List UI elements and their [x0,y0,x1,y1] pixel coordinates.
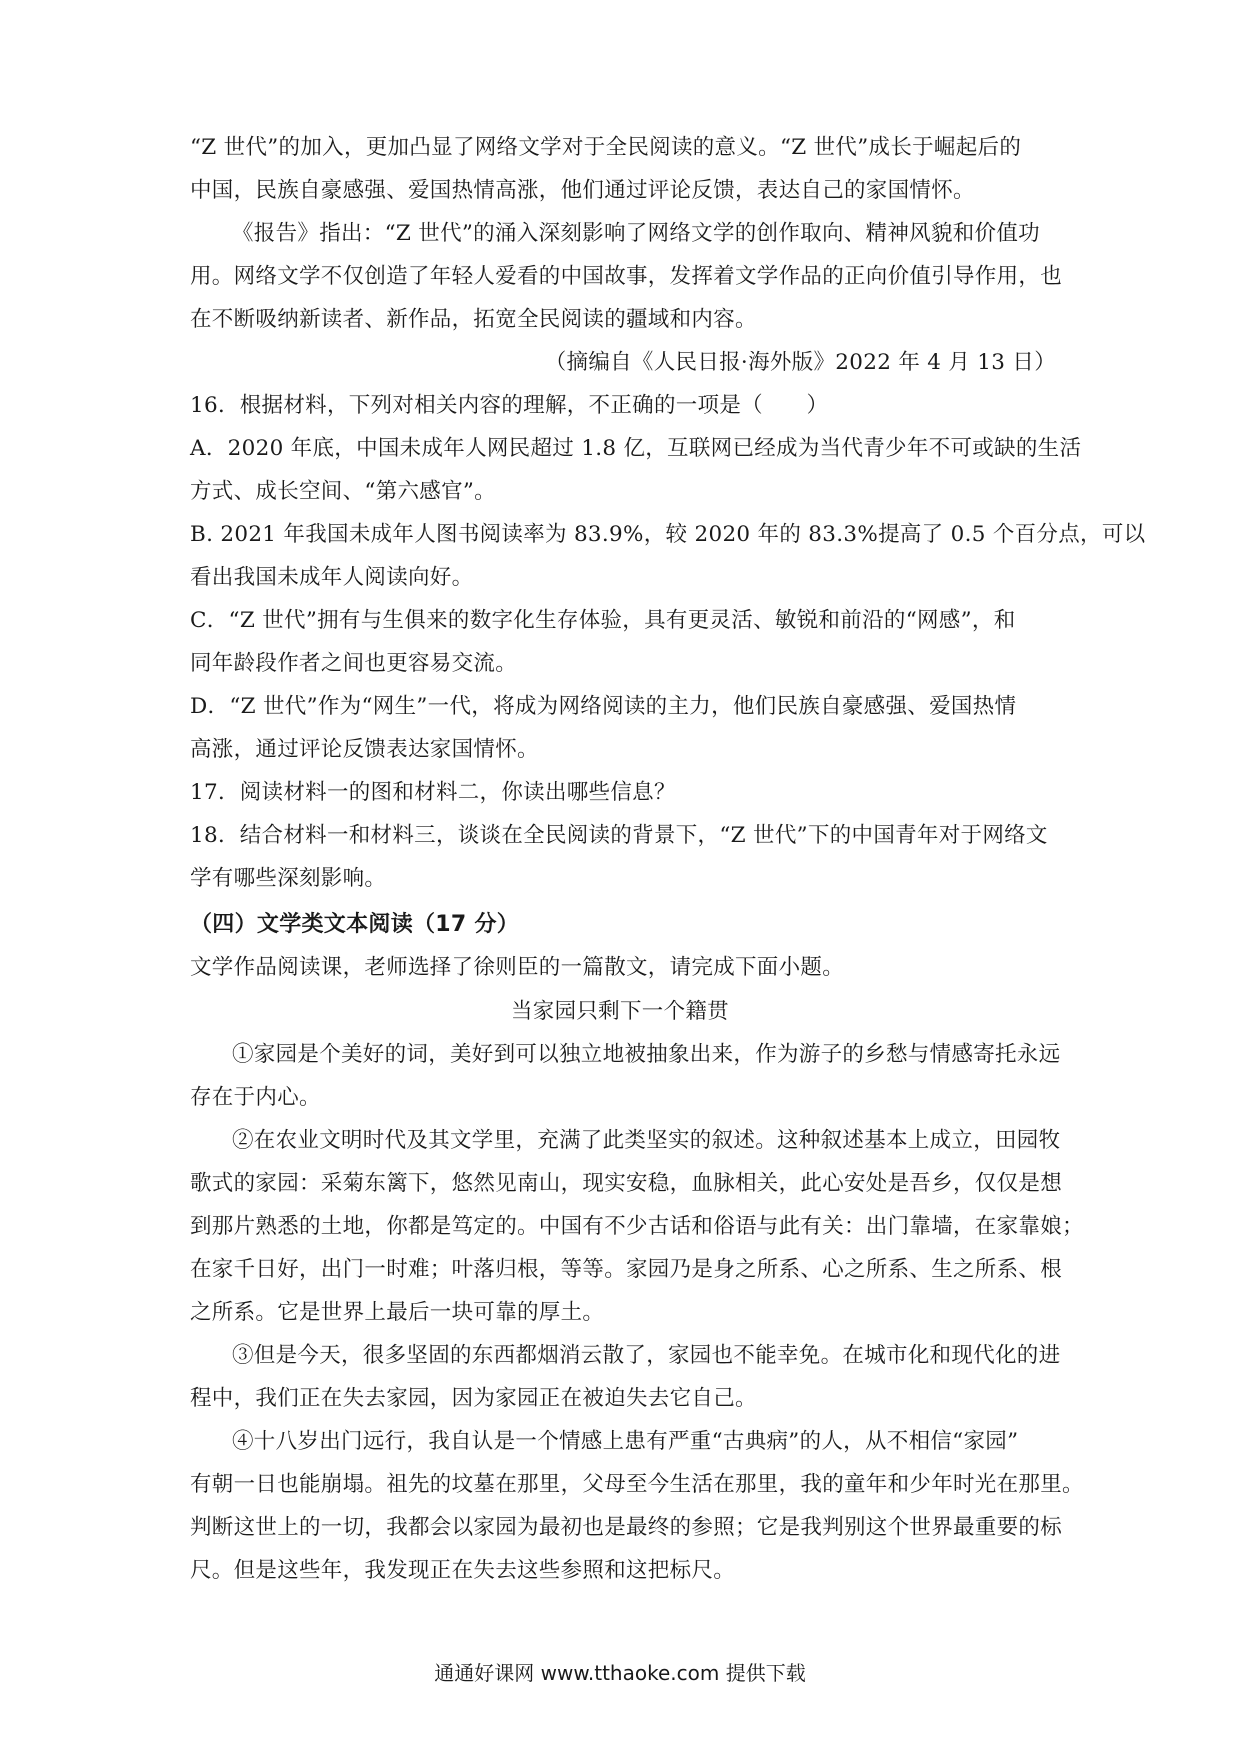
essay-line: 有朝一日也能崩塌。祖先的坟墓在那里，父母至今生活在那里，我的童年和少年时光在那里。 [190,1472,1084,1497]
section-intro: 文学作品阅读课，老师选择了徐则臣的一篇散文，请完成下面小题。 [190,955,845,980]
essay-title: 当家园只剩下一个籍贯 [510,999,729,1024]
paragraph-line: 《报告》指出：“Z 世代”的涌入深刻影响了网络文学的创作取向、精神风貌和价值功 [232,221,1040,246]
essay-line: 程中，我们正在失去家园，因为家园正在被迫失去它自己。 [190,1386,757,1411]
essay-line: ④十八岁出门远行，我自认是一个情感上患有严重“古典病”的人，从不相信“家园” [232,1429,1019,1454]
essay-line: 歌式的家园：采菊东篱下，悠然见南山，现实安稳，血脉相关，此心安处是吾乡，仅仅是想 [190,1171,1063,1196]
page-footer: 通通好课网 www.tthaoke.com 提供下载 [434,1661,806,1685]
question-18-line: 学有哪些深刻影响。 [190,866,387,891]
option-a-line: 方式、成长空间、“第六感官”。 [190,479,496,504]
essay-line: 判断这世上的一切，我都会以家园为最初也是最终的参照；它是我判别这个世界最重要的标 [190,1515,1063,1540]
essay-line: ②在农业文明时代及其文学里，充满了此类坚实的叙述。这种叙述基本上成立，田园牧 [232,1128,1061,1153]
paragraph-line: 中国，民族自豪感强、爱国热情高涨，他们通过评论反馈，表达自己的家国情怀。 [190,178,975,203]
question-17: 17．阅读材料一的图和材料二，你读出哪些信息？ [190,780,676,805]
essay-line: 在家千日好，出门一时难；叶落归根，等等。家园乃是身之所系、心之所系、生之所系、根 [190,1257,1063,1282]
essay-line: ③但是今天，很多坚固的东西都烟消云散了，家园也不能幸免。在城市化和现代化的进 [232,1343,1061,1368]
question-16: 16．根据材料，下列对相关内容的理解，不正确的一项是（ ） [190,393,829,418]
option-b-line: B. 2021 年我国未成年人图书阅读率为 83.9%，较 2020 年的 83.3%提高了 0.5 个百分点，可以 [190,522,1146,547]
option-a-line: A．2020 年底，中国未成年人网民超过 1.8 亿，互联网已经成为当代青少年不可或缺的生活 [190,436,1082,461]
essay-line: 之所系。它是世界上最后一块可靠的厚土。 [190,1300,605,1325]
option-b-line: 看出我国未成年人阅读向好。 [190,565,474,590]
paragraph-line: “Z 世代”的加入，更加凸显了网络文学对于全民阅读的意义。“Z 世代”成长于崛起后的 [190,135,1022,160]
question-18-line: 18．结合材料一和材料三，谈谈在全民阅读的背景下，“Z 世代”下的中国青年对于网络文 [190,823,1048,848]
option-d-line: 高涨，通过评论反馈表达家国情怀。 [190,737,539,762]
essay-line: 尺。但是这些年，我发现正在失去这些参照和这把标尺。 [190,1558,736,1583]
essay-line: 到那片熟悉的土地，你都是笃定的。中国有不少古话和俗语与此有关：出门靠墙，在家靠娘； [190,1214,1084,1239]
option-d-line: D．“Z 世代”作为“网生”一代，将成为网络阅读的主力，他们民族自豪感强、爱国热情 [190,694,1017,719]
paragraph-line: 用。网络文学不仅创造了年轻人爱看的中国故事，发挥着文学作品的正向价值引导作用，也 [190,264,1063,289]
essay-line: ①家园是个美好的词，美好到可以独立地被抽象出来，作为游子的乡愁与情感寄托永远 [232,1042,1061,1067]
essay-line: 存在于内心。 [190,1085,321,1110]
option-c-line: 同年龄段作者之间也更容易交流。 [190,651,518,676]
option-c-line: C．“Z 世代”拥有与生俱来的数字化生存体验，具有更灵活、敏锐和前沿的“网感”，和 [190,608,1016,633]
paragraph-line: 在不断吸纳新读者、新作品，拓宽全民阅读的疆域和内容。 [190,307,757,332]
source-citation: （摘编自《人民日报·海外版》2022 年 4 月 13 日） [544,350,1056,375]
section-heading: （四）文学类文本阅读（17 分） [190,912,520,937]
